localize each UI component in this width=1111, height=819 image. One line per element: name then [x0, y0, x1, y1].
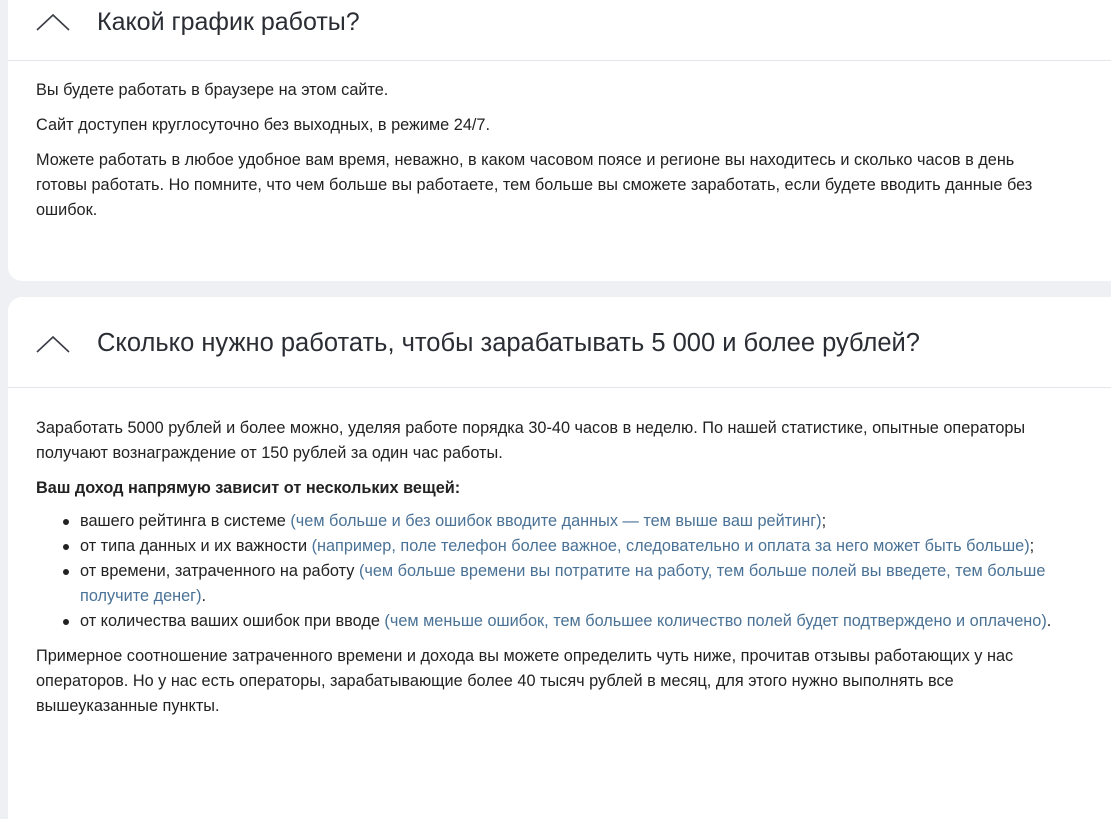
- chevron-up-icon[interactable]: [36, 335, 70, 353]
- factor-end: .: [201, 587, 207, 605]
- faq-item-earnings: [8, 297, 1111, 819]
- list-item: [80, 609, 1111, 634]
- list-heading: Ваш доход напрямую зависит от нескольких вещей:: [36, 479, 461, 497]
- factor-text: от типа данных и их важности: [80, 537, 312, 555]
- factor-end: ;: [821, 512, 827, 530]
- answer-intro: Заработать 5000 рублей и более можно, уделяя работе порядка 30-40 часов в неделю. По нашей статистике, опытные операторы получают вознаграждение от 150 рублей за один час работы.: [36, 419, 1026, 462]
- faq-answer: [8, 388, 1111, 719]
- faq-item-schedule-header[interactable]: [8, 0, 1111, 61]
- factor-note: (чем меньше ошибок, тем большее количество полей будет подтверждено и оплачено): [384, 612, 1047, 630]
- faq-question: Какой график работы?: [97, 8, 360, 36]
- answer-paragraph: Можете работать в любое удобное вам время, неважно, в каком часовом поясе и регионе вы находитесь и сколько часов в день готовы работать. Но помните, что чем больше вы работаете, тем больше вы сможете заработать, если будете вводить данные без ошибок.: [36, 151, 1033, 219]
- faq-answer: [8, 61, 1111, 223]
- answer-outro: Примерное соотношение затраченного времени и дохода вы можете определить чуть ниже, прочитав отзывы работающих у нас операторов. Но у нас есть операторы, зарабатывающие более 40 тысяч рублей в месяц, для этого нужно выполнять все вышеуказанные пункты.: [36, 647, 1014, 715]
- factor-note: (например, поле телефон более важное, следовательно и оплата за него может быть больше): [311, 537, 1030, 555]
- chevron-up-icon[interactable]: [36, 13, 70, 31]
- factors-list: [36, 509, 1111, 634]
- factor-note: (чем больше времени вы потратите на работу, тем больше полей вы введете, тем больше получите денег): [80, 562, 1046, 605]
- factor-end: .: [1046, 612, 1052, 630]
- answer-paragraph: Вы будете работать в браузере на этом сайте.: [36, 81, 389, 99]
- faq-item-schedule: [8, 0, 1111, 281]
- factor-text: от количества ваших ошибок при вводе: [80, 612, 385, 630]
- factor-text: от времени, затраченного на работу: [80, 562, 359, 580]
- list-item: [80, 509, 1111, 534]
- factor-end: ;: [1029, 537, 1035, 555]
- answer-paragraph: Сайт доступен круглосуточно без выходных, в режиме 24/7.: [36, 116, 490, 134]
- faq-question: Сколько нужно работать, чтобы зарабатывать 5 000 и более рублей?: [97, 329, 920, 357]
- faq-item-earnings-header[interactable]: [8, 297, 1111, 388]
- list-item: [80, 559, 1111, 609]
- factor-note: (чем больше и без ошибок вводите данных — тем выше ваш рейтинг): [290, 512, 822, 530]
- list-item: [80, 534, 1111, 559]
- factor-text: вашего рейтинга в системе: [80, 512, 291, 530]
